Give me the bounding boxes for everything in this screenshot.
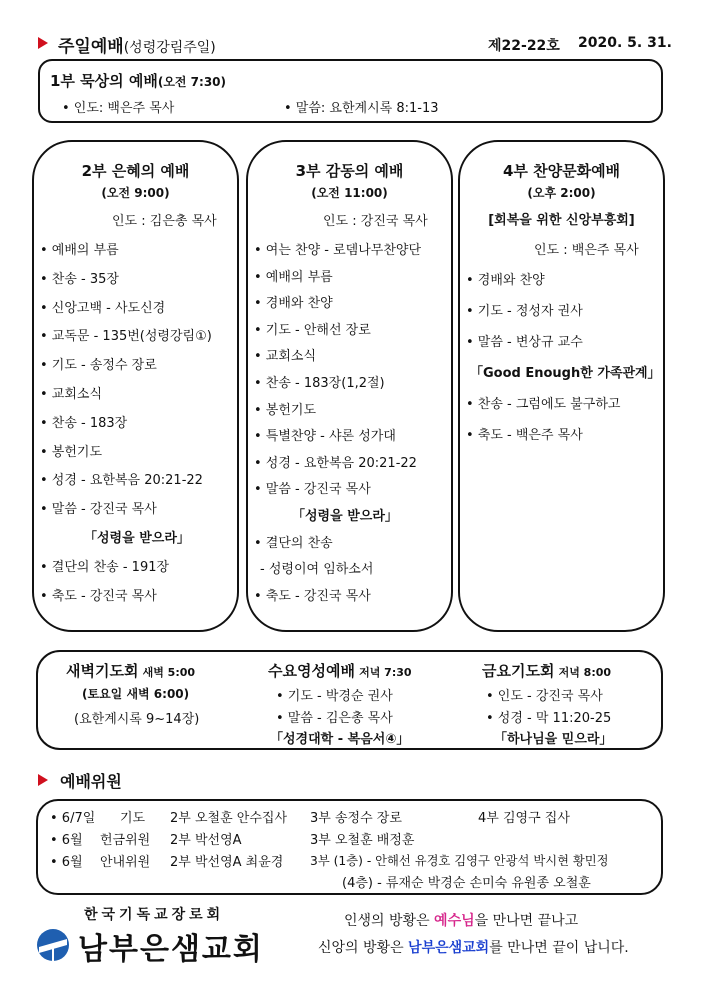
service2-time: (오전 9:00) (101, 186, 170, 200)
service2-order-item: • 신앙고백 - 사도신경 (40, 300, 166, 316)
service2-order-item: • 말씀 - 강진국 목사 (40, 502, 157, 518)
service2-order-item: • 교회소식 (40, 387, 103, 402)
church-logo-icon (36, 928, 70, 962)
service3-order-item: • 교회소식 (254, 349, 317, 365)
service4-subtitle: [회복을 위한 신앙부흥회] (488, 213, 635, 228)
service3-leader: 인도 : 강진국 목사 (323, 214, 428, 229)
service3-order-item: • 축도 - 강진국 목사 (254, 588, 371, 604)
committee-row-role: 헌금위원 (100, 833, 151, 848)
wed-prayer: • 기도 - 박경순 권사 (276, 689, 393, 704)
page-title-sub: (성령강림주일) (123, 40, 216, 56)
service3-order-item: • 찬송 - 183장(1,2절) (254, 376, 385, 391)
committee-heading: 예배위원 (60, 772, 122, 791)
wed-quote: 「성경대학 - 복음서④」 (270, 732, 410, 747)
service1-sermon: • 말씀: 요한계시록 8:1-13 (284, 101, 439, 116)
committee-row-label: • 6/7일 (50, 811, 96, 826)
heading-triangle-icon (38, 37, 48, 49)
service4-time: (오후 2:00) (527, 186, 596, 200)
issue-date: 2020. 5. 31. (578, 35, 672, 51)
service3-title: 3부 감동의 예배 (295, 162, 404, 180)
committee-row-role: 기도 (120, 811, 146, 826)
service2-leader: 인도 : 김은총 목사 (112, 214, 217, 229)
slogan-line-1: 인생의 방황은 예수님을 만나면 끝나고 (344, 913, 579, 929)
service2-order-item: • 기도 - 송정수 장로 (40, 358, 157, 374)
church-name: 남부은샘교회 (78, 932, 264, 967)
dawn-scripture: (요한계시록 9~14장) (74, 712, 200, 727)
committee-row-role: 안내위원 (100, 855, 151, 870)
service4-order-item: • 축도 - 백은주 목사 (466, 428, 583, 443)
service3-order-item: • 예배의 부름 (254, 269, 333, 285)
issue-number: 제22-22호 (488, 38, 560, 54)
fri-leader: • 인도 - 강진국 목사 (486, 689, 603, 704)
committee-row-label: • 6월 (50, 833, 83, 848)
dawn-title: 새벽기도회 새벽 5:00 (66, 662, 196, 680)
committee-row-service3: 3부 송정수 장로 (310, 811, 402, 826)
dawn-saturday: (토요일 새벽 6:00) (82, 687, 190, 701)
wed-sermon: • 말씀 - 김은총 목사 (276, 711, 393, 726)
service3-sermon-quote: 「성령을 받으라」 (292, 509, 398, 524)
denomination: 한국기독교장로회 (84, 907, 225, 923)
service1-title: 1부 묵상의 예배(오전 7:30) (50, 72, 227, 90)
service2-box (32, 140, 239, 632)
service3-time: (오전 11:00) (311, 186, 388, 200)
service2-title: 2부 은혜의 예배 (81, 162, 190, 180)
fri-title: 금요기도회 저녁 8:00 (482, 662, 612, 680)
service3-order-item: • 기도 - 안해선 장로 (254, 322, 371, 338)
service3-order-item: • 봉헌기도 (254, 402, 317, 418)
service3-order-item: - 성령이여 임하소서 (260, 562, 374, 578)
service3-order-item: • 경배와 찬양 (254, 296, 333, 312)
service3-order-item: • 성경 - 요한복음 20:21-22 (254, 455, 417, 471)
service3-box (246, 140, 453, 632)
fri-scripture: • 성경 - 막 11:20-25 (486, 711, 612, 726)
service3-order-item: • 여는 찬양 - 로뎀나무찬양단 (254, 243, 422, 258)
committee-row-service2: 2부 박선영A 최윤경 (170, 855, 284, 870)
service4-order-item: • 경배와 찬양 (466, 273, 545, 288)
service2-order-item: • 결단의 찬송 - 191장 (40, 559, 170, 575)
service2-order-item: • 찬송 - 35장 (40, 271, 119, 287)
weekday-box (36, 650, 663, 750)
service2-order-item: • 교독문 - 135번(성령강림①) (40, 329, 212, 345)
service2-order-item: • 성경 - 요한복음 20:21-22 (40, 473, 203, 489)
service2-order-item: • 예배의 부름 (40, 243, 119, 258)
service4-leader: 인도 : 백은주 목사 (534, 243, 639, 258)
service1-box (38, 59, 663, 123)
service2-order-item: • 축도 - 강진국 목사 (40, 588, 157, 604)
committee-row-label: • 6월 (50, 855, 83, 870)
committee-box (36, 799, 663, 895)
service3-order-item: • 말씀 - 강진국 목사 (254, 482, 371, 498)
service4-order-item: • 기도 - 정성자 권사 (466, 304, 583, 319)
service1-leader: • 인도: 백은주 목사 (62, 101, 175, 116)
service4-order-item: • 찬송 - 그럼에도 불구하고 (466, 397, 621, 412)
service2-order-item: • 찬송 - 183장 (40, 415, 128, 431)
service4-sermon-quote: 「Good Enough한 가족관계」 (470, 366, 661, 381)
committee-row-service4: 4부 김영구 집사 (478, 811, 570, 826)
service4-order-item: • 말씀 - 변상규 교수 (466, 335, 583, 350)
committee-row-service3: 3부 (1층) - 안해선 유경호 김영구 안광석 박시현 황민정 (310, 854, 609, 868)
slogan-line-2: 신앙의 방황은 남부은샘교회를 만나면 끝이 납니다. (318, 940, 629, 956)
service2-order-item: • 봉헌기도 (40, 444, 103, 460)
service4-title: 4부 찬양문화예배 (502, 162, 621, 180)
committee-triangle-icon (38, 774, 48, 786)
committee-row-service2: 2부 박선영A (170, 833, 242, 848)
wed-title: 수요영성예배 저녁 7:30 (268, 662, 412, 680)
service2-sermon-quote: 「성령을 받으라」 (84, 531, 190, 546)
page-title (58, 32, 216, 57)
committee-row-service3: 3부 오철훈 배정훈 (310, 833, 415, 848)
committee-row-service2: 2부 오철훈 안수집사 (170, 811, 287, 826)
page-title-main: 주일예배 (58, 37, 124, 57)
service3-order-item: • 특별찬양 - 샤론 성가대 (254, 429, 396, 445)
service4-box (458, 140, 665, 632)
fri-quote: 「하나님을 믿으라」 (494, 732, 613, 747)
service3-order-item: • 결단의 찬송 (254, 535, 333, 551)
committee-row4: (4층) - 류재순 박경순 손미숙 유원종 오철훈 (342, 876, 591, 891)
